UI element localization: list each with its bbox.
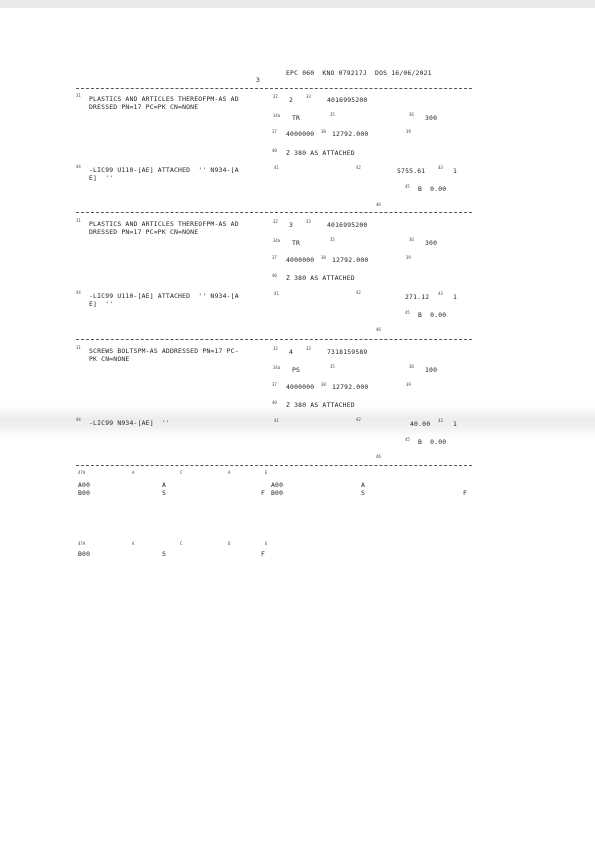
page-number: 3 [256, 76, 261, 84]
box-33-label: 33 [306, 94, 311, 99]
procedure-code: 4000000 [286, 130, 315, 138]
box-32-label: 32 [273, 219, 278, 224]
previous-document: Z 380 AS ATTACHED [286, 274, 355, 282]
box-32-label: 32 [273, 346, 278, 351]
tax-type: B00 [78, 489, 91, 497]
goods-description: SCREWS BOLTSPM-AS ADDRESSED PN=17 PC- [89, 347, 239, 355]
box-34a-label: 34a [273, 238, 281, 243]
net-mass: 12792.000 [332, 383, 369, 391]
col-header: C [180, 470, 183, 475]
header-divider [76, 88, 472, 89]
box-39-label: 39 [406, 255, 411, 260]
goods-description: PLASTICS AND ARTICLES THEREOFPM-AS AD [89, 95, 239, 103]
box-35-label: 35 [330, 237, 335, 242]
commodity-code: 7318159589 [327, 348, 368, 356]
box-31-label: 31 [76, 345, 81, 350]
box-42-label: 42 [356, 165, 361, 170]
box-39-label: 39 [406, 129, 411, 134]
box-44-label: 44 [76, 290, 81, 295]
box-46-label: 46 [376, 202, 381, 207]
box-33-label: 33 [306, 346, 311, 351]
goods-description: PLASTICS AND ARTICLES THEREOFPM-AS AD [89, 220, 239, 228]
net-mass: 12792.000 [332, 130, 369, 138]
box-46-label: 46 [376, 454, 381, 459]
box-42-label: 42 [356, 417, 361, 422]
additional-info: -LIC99 U110-[AE] ATTACHED '' N934-[A [89, 292, 239, 300]
commodity-code: 4016995200 [327, 221, 368, 229]
item-number: 2 [289, 96, 294, 104]
box-36-label: 36 [409, 237, 414, 242]
previous-document: Z 380 AS ATTACHED [286, 149, 355, 157]
tax-type: A00 [78, 481, 91, 489]
box-36-label: 36 [409, 364, 414, 369]
box-37-label: 37 [272, 129, 277, 134]
box-37-label: 37 [272, 382, 277, 387]
item-divider [76, 339, 472, 340]
box-34a-label: 34a [273, 365, 281, 370]
payment-method: F [463, 489, 468, 497]
box-41-label: 41 [274, 418, 279, 423]
box-40-label: 40 [272, 273, 277, 278]
box-45-label: 45 [405, 184, 410, 189]
box-43-label: 43 [438, 418, 443, 423]
box-36-value: 300 [425, 114, 438, 122]
box-32-label: 32 [273, 94, 278, 99]
box-39-label: 39 [406, 382, 411, 387]
box-41-label: 41 [274, 291, 279, 296]
tax-type: B00 [78, 550, 91, 558]
goods-description-cont: PK CN=NONE [89, 355, 130, 363]
payment-method: F [261, 550, 266, 558]
box-42-label: 42 [356, 290, 361, 295]
payment-method: F [261, 489, 266, 497]
origin-country: TR [292, 114, 301, 122]
item-divider [76, 212, 472, 213]
procedure-code: 4000000 [286, 383, 315, 391]
item-number: 3 [289, 221, 294, 229]
net-mass: 12792.000 [332, 256, 369, 264]
additional-info-cont: E] '' [89, 174, 114, 182]
origin-country: PS [292, 366, 301, 374]
goods-description-cont: DRESSED PN=17 PC=PK CN=NONE [89, 228, 199, 236]
col-header: A [132, 541, 135, 546]
valuation-method: 1 [453, 293, 458, 301]
item-price: 271.12 [405, 293, 430, 301]
box-40-label: 40 [272, 400, 277, 405]
box-47a-label: 47A [78, 470, 86, 475]
valuation-method: 1 [453, 420, 458, 428]
commodity-code: 4016995200 [327, 96, 368, 104]
item-price: 5755.61 [397, 167, 426, 175]
valuation-method: 1 [453, 167, 458, 175]
adjustment: B 0.00 [418, 438, 447, 446]
col-header: E [265, 470, 268, 475]
box-43-label: 43 [438, 291, 443, 296]
procedure-code: 4000000 [286, 256, 315, 264]
box-40-label: 40 [272, 148, 277, 153]
box-38-label: 38 [321, 255, 326, 260]
tax-type: B00 [271, 489, 284, 497]
previous-document: Z 380 AS ATTACHED [286, 401, 355, 409]
tax-base: A [361, 481, 366, 489]
box-34a-label: 34a [273, 113, 281, 118]
box-31-label: 31 [76, 93, 81, 98]
box-38-label: 38 [321, 382, 326, 387]
additional-info: -LIC99 N934-[AE] '' [89, 419, 170, 427]
tax-base: S [162, 489, 167, 497]
box-46-label: 46 [376, 327, 381, 332]
tax-type: A00 [271, 481, 284, 489]
col-header: A [132, 470, 135, 475]
box-37-label: 37 [272, 255, 277, 260]
box-33-label: 33 [306, 219, 311, 224]
box-36-value: 100 [425, 366, 438, 374]
box-47a-label: 47A [78, 541, 86, 546]
item-price: 40.00 [410, 420, 431, 428]
col-header: A [228, 470, 231, 475]
additional-info: -LIC99 U110-[AE] ATTACHED '' N934-[A [89, 166, 239, 174]
box-35-label: 35 [330, 112, 335, 117]
box-45-label: 45 [405, 437, 410, 442]
box-41-label: 41 [274, 165, 279, 170]
adjustment: B 0.00 [418, 311, 447, 319]
box-38-label: 38 [321, 129, 326, 134]
box-31-label: 31 [76, 218, 81, 223]
col-header: E [265, 541, 268, 546]
scan-top-band [0, 0, 595, 8]
box-36-label: 36 [409, 112, 414, 117]
adjustment: B 0.00 [418, 185, 447, 193]
box-43-label: 43 [438, 165, 443, 170]
box-36-value: 300 [425, 239, 438, 247]
box-44-label: 44 [76, 417, 81, 422]
box-44-label: 44 [76, 164, 81, 169]
additional-info-cont: E] '' [89, 300, 114, 308]
col-header: C [180, 541, 183, 546]
item-divider [76, 465, 472, 466]
goods-description-cont: DRESSED PN=17 PC=PK CN=NONE [89, 103, 199, 111]
box-45-label: 45 [405, 310, 410, 315]
tax-base: S [162, 550, 167, 558]
tax-base: S [361, 489, 366, 497]
box-35-label: 35 [330, 364, 335, 369]
item-number: 4 [289, 348, 294, 356]
origin-country: TR [292, 239, 301, 247]
tax-base: A [162, 481, 167, 489]
declaration-reference: EPC 060 KNO 079217J DOS 16/06/2021 [286, 69, 432, 77]
col-header: D [228, 541, 231, 546]
